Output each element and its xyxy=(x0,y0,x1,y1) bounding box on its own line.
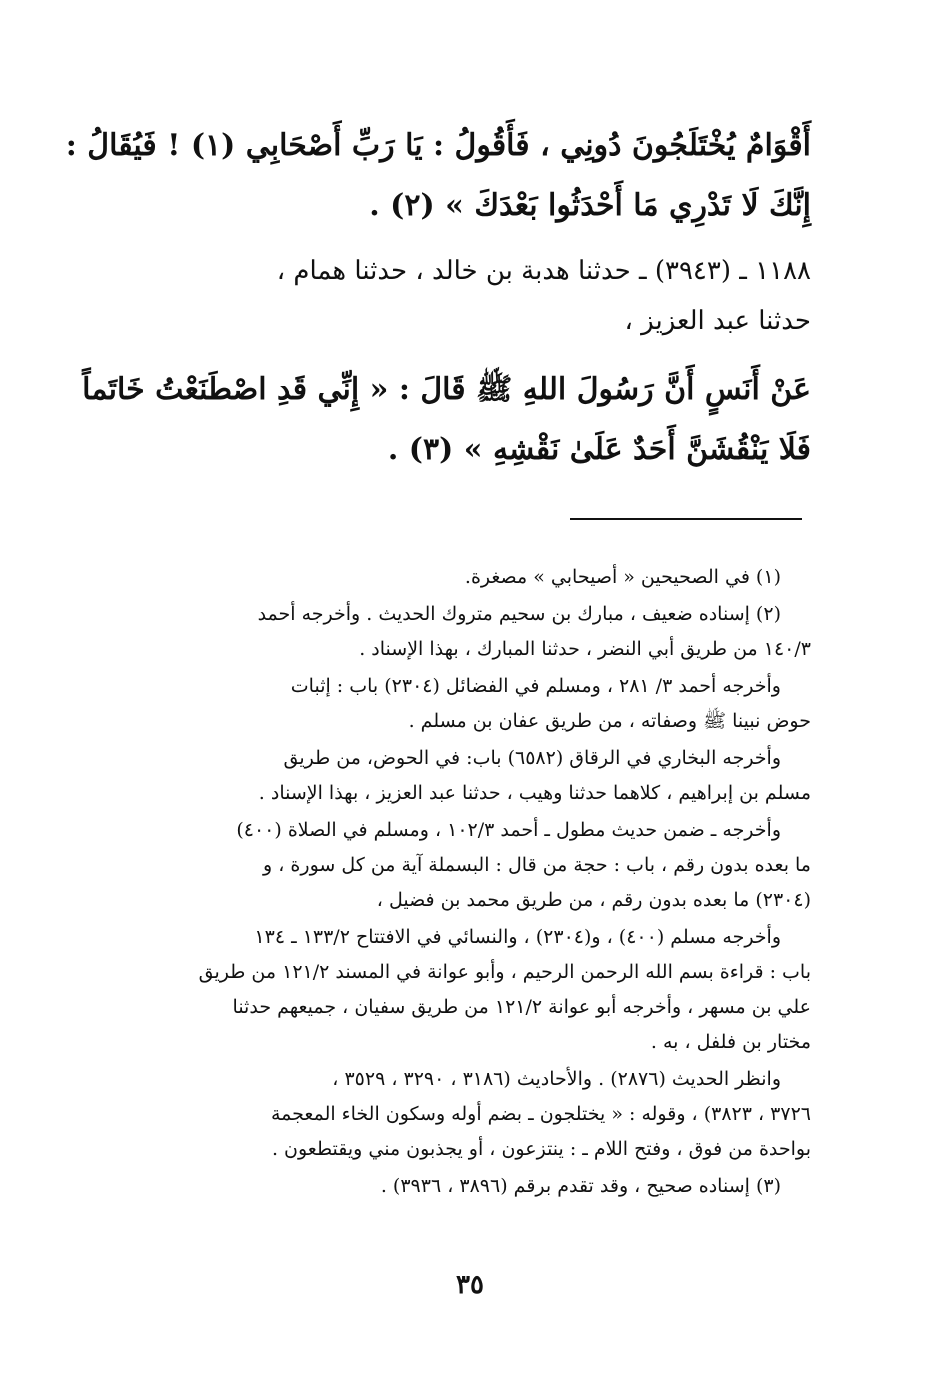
text-line: إِنَّكَ لَا تَدْرِي مَا أَحْدَثُوا بَعْدَكَ » (٢) . xyxy=(369,188,811,223)
footnote-line: ما بعده بدون رقم ، باب : حجة من قال : البسملة آية من كل سورة ، و xyxy=(263,854,811,876)
chain-line: ١١٨٨ ـ (٣٩٤٣) ـ حدثنا هدبة بن خالد ، حدثنا همام ، xyxy=(276,256,811,286)
footnote-line: ٣٧٢٦ ، ٣٨٢٣) ، وقوله : « يختلجون ـ بضم أوله وسكون الخاء المعجمة xyxy=(270,1103,811,1125)
hadith-1188-chain xyxy=(131,246,811,346)
footnote-paragraph xyxy=(131,813,811,918)
footnote-line: حوض نبينا ﷺ وصفاته ، من طريق عفان بن مسلم . xyxy=(408,710,811,732)
footnote-paragraph xyxy=(131,741,811,811)
footnote-line: وأخرجه ـ ضمن حديث مطول ـ أحمد ١٠٢/٣ ، ومسلم في الصلاة (٤٠٠) xyxy=(236,819,781,841)
footnote-line: (٢) إسناده ضعيف ، مبارك بن سحيم متروك الحديث . وأخرجه أحمد xyxy=(257,603,781,625)
footnote-line: وانظر الحديث (٢٨٧٦) . والأحاديث (٣١٨٦ ، ٣٢٩٠ ، ٣٥٢٩ ، xyxy=(332,1068,781,1090)
footnote-line: علي بن مسهر ، وأخرجه أبو عوانة ١٢١/٢ من طريق سفيان ، جميعهم حدثنا xyxy=(232,996,811,1018)
page-number: ٣٥ xyxy=(456,1270,484,1300)
footnote-paragraph xyxy=(131,597,811,667)
text-line: فَلَا يَنْقُشَنَّ أَحَدٌ عَلَىٰ نَقْشِهِ » (٣) . xyxy=(387,432,811,467)
footnote-line: مختار بن فلفل ، به . xyxy=(650,1031,811,1053)
footnotes xyxy=(131,560,811,1206)
footnote-line: (٣) إسناده صحيح ، وقد تقدم برقم (٣٨٩٦ ، ٣٩٣٦) . xyxy=(380,1175,781,1197)
footnote-line: باب : قراءة بسم الله الرحمن الرحيم ، وأبو عوانة في المسند ١٢١/٢ من طريق xyxy=(198,961,811,983)
footnote-line: وأخرجه البخاري في الرقاق (٦٥٨٢) باب: في الحوض، من طريق xyxy=(283,747,781,769)
footnote-paragraph xyxy=(131,1062,811,1167)
text-line: عَنْ أَنَسٍ أَنَّ رَسُولَ اللهِ ﷺ قَالَ : « إِنِّي قَدِ اصْطَنَعْتُ خَاتَماً xyxy=(82,372,811,407)
footnote-line: بواحدة من فوق ، وفتح اللام ـ : ينتزعون ، أو يجذبون مني ويقتطعون . xyxy=(271,1138,811,1160)
footnote-line: وأخرجه مسلم (٤٠٠) ، و(٢٣٠٤) ، والنسائي في الافتتاح ١٣٣/٢ ـ ١٣٤ xyxy=(254,926,781,948)
text-line: أَقْوَامٌ يُخْتَلَجُونَ دُونِي ، فَأَقُولُ : يَا رَبِّ أَصْحَابِي (١) ! فَيُقَالُ : xyxy=(65,128,811,163)
footnote-paragraph xyxy=(131,560,811,595)
footnote-divider xyxy=(570,518,802,520)
hadith-1188-text xyxy=(82,360,811,480)
footnote-line: مسلم بن إبراهيم ، كلاهما حدثنا وهيب ، حدثنا عبد العزيز ، بهذا الإسناد . xyxy=(258,782,811,804)
chain-line: حدثنا عبد العزيز ، xyxy=(624,306,811,336)
footnote-line: ١٤٠/٣ من طريق أبي النضر ، حدثنا المبارك ، بهذا الإسناد . xyxy=(359,638,811,660)
footnote-line: وأخرجه أحمد ٣/ ٢٨١ ، ومسلم في الفضائل (٢٣٠٤) باب : إثبات xyxy=(290,675,781,697)
footnote-line: (١) في الصحيحين « أصيحابي » مصغرة. xyxy=(464,566,781,588)
footnote-paragraph xyxy=(131,1169,811,1204)
footnote-paragraph xyxy=(131,669,811,739)
hadith-1187-ending xyxy=(65,116,811,236)
footnote-line: (٢٣٠٤) ما بعده بدون رقم ، من طريق محمد بن فضيل ، xyxy=(376,889,811,911)
footnote-paragraph xyxy=(131,920,811,1060)
